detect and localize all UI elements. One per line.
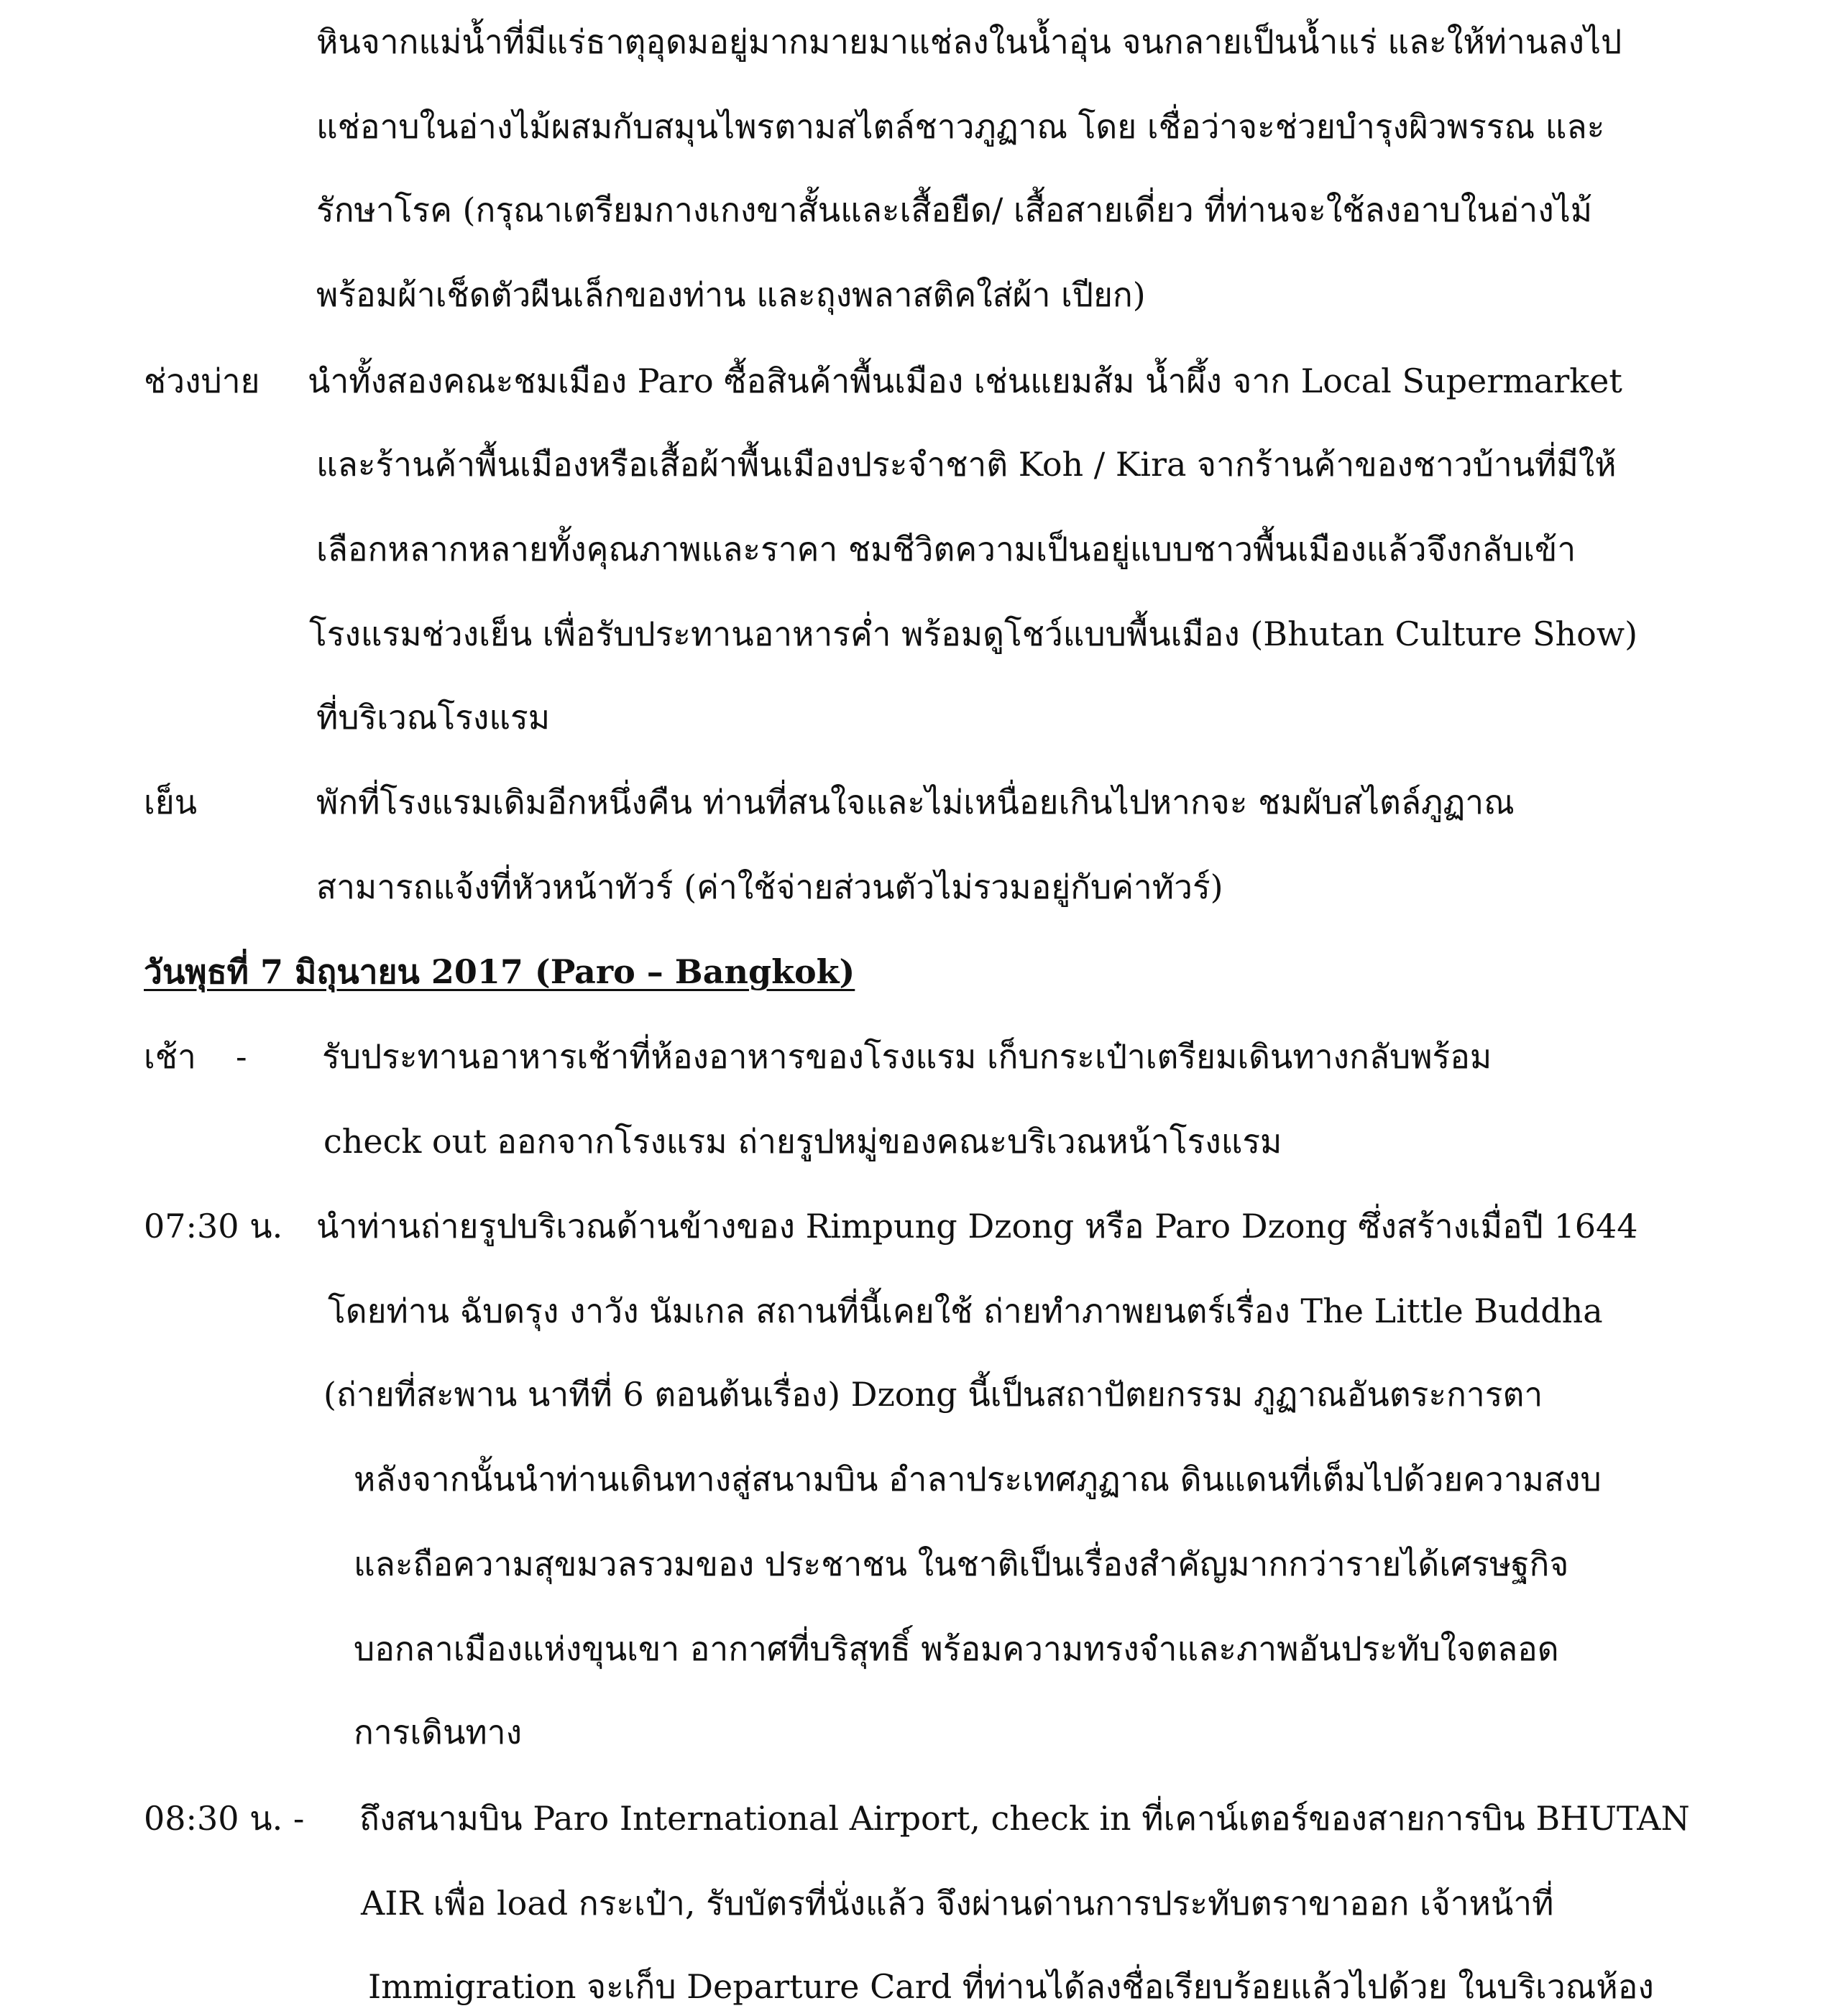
afternoon-line-3: เลือกหลากหลายทั้งคุณภาพและราคา ชมชีวิตความเป็นอยู่แบบชาวพื้นเมืองแล้วจึงกลับเข้า [316,530,1576,569]
intro-line-3: รักษาโรค (กรุณาเตรียมกางเกงขาสั้นและเสื้อยืด/ เสื้อสายเดี่ยว ที่ท่านจะใช้ลงอาบในอ่างไม้ [316,190,1593,229]
time-0730-line-5: และถือความสุขมวลรวมของ ประชาชน ในชาติเป็นเรื่องสำคัญมากกว่ารายได้เศรษฐกิจ [354,1545,1569,1583]
time-0730-line-4: หลังจากนั้นนำท่านเดินทางสู่สนามบิน อำลาประเทศภูฏาณ ดินแดนที่เต็มไปด้วยความสงบ [354,1460,1602,1499]
afternoon-line-2: และร้านค้าพื้นเมืองหรือเสื้อผ้าพื้นเมืองประจำชาติ Koh / Kira จากร้านค้าของชาวบ้านที่มีให้ [316,445,1617,484]
intro-line-1: หินจากแม่น้ำที่มีแร่ธาตุอุดมอยู่มากมายมาแช่ลงในน้ำอุ่น จนกลายเป็นน้ำแร่ และให้ท่านลงไป [316,22,1622,61]
morning-dash: - [236,1037,247,1076]
time-0730-line-1: นำท่านถ่ายรูปบริเวณด้านข้างของ Rimpung Dzong หรือ Paro Dzong ซึ่งสร้างเมื่อปี 1644 [316,1207,1638,1246]
morning-line-1: รับประทานอาหารเช้าที่ห้องอาหารของโรงแรม เก็บกระเป๋าเตรียมเดินทางกลับพร้อม [322,1037,1492,1076]
time-0830-line-1: ถึงสนามบิน Paro International Airport, check in ที่เคาน์เตอร์ของสายการบิน BHUTAN [359,1799,1690,1838]
intro-line-4: พร้อมผ้าเช็ดตัวผืนเล็กของท่าน และถุงพลาสติคใส่ผ้า เปียก) [316,275,1146,314]
evening-label: เย็น [144,783,198,821]
time-0730-label: 07:30 น. [144,1207,283,1246]
afternoon-label: ช่วงบ่าย [144,362,260,400]
afternoon-line-1: นำทั้งสองคณะชมเมือง Paro ซื้อสินค้าพื้นเมือง เช่นแยมส้ม น้ำผึ้ง จาก Local Supermarket [308,362,1622,400]
morning-line-2: check out ออกจากโรงแรม ถ่ายรูปหมู่ของคณะบริเวณหน้าโรงแรม [323,1122,1282,1161]
time-0730-line-3: (ถ่ายที่สะพาน นาทีที่ 6 ตอนต้นเรื่อง) Dzong นี้เป็นสถาปัตยกรรม ภูฏาณอันตระการตา [323,1375,1543,1414]
intro-line-2: แช่อาบในอ่างไม้ผสมกับสมุนไพรตามสไตล์ชาวภูฏาณ โดย เชื่อว่าจะช่วยบำรุงผิวพรรณ และ [316,107,1605,146]
day-heading: วันพุธที่ 7 มิถุนายน 2017 (Paro – Bangkok) [144,952,855,991]
evening-line-2: สามารถแจ้งที่หัวหน้าทัวร์ (ค่าใช้จ่ายส่วนตัวไม่รวมอยู่กับค่าทัวร์) [316,867,1223,906]
time-0730-line-6: บอกลาเมืองแห่งขุนเขา อากาศที่บริสุทธิ์ พร้อมความทรงจำและภาพอันประทับใจตลอด [354,1629,1559,1668]
evening-line-1: พักที่โรงแรมเดิมอีกหนึ่งคืน ท่านที่สนใจและไม่เหนื่อยเกินไปหากจะ ชมผับสไตล์ภูฏาณ [316,783,1515,821]
afternoon-line-5: ที่บริเวณโรงแรม [316,698,551,737]
time-0730-line-7: การเดินทาง [354,1713,523,1752]
time-0830-line-3: Immigration จะเก็บ Departure Card ที่ท่านได้ลงชื่อเรียบร้อยแล้วไปด้วย ในบริเวณห้อง [368,1967,1654,2006]
time-0830-line-2: AIR เพื่อ load กระเป๋า, รับบัตรที่นั่งแล้ว จึงผ่านด่านการประทับตราขาออก เจ้าหน้าที่ [361,1884,1554,1923]
afternoon-line-4: โรงแรมช่วงเย็น เพื่อรับประทานอาหารค่ำ พร้อมดูโชว์แบบพื้นเมือง (Bhutan Culture Show) [309,615,1638,653]
morning-label: เช้า [144,1037,196,1076]
time-0730-line-2: โดยท่าน ฉับดรุง งาวัง นัมเกล สถานที่นี้เคยใช้ ถ่ายทำภาพยนตร์เรื่อง The Little Buddha [328,1292,1603,1330]
time-0830-label: 08:30 น. - [144,1799,305,1838]
